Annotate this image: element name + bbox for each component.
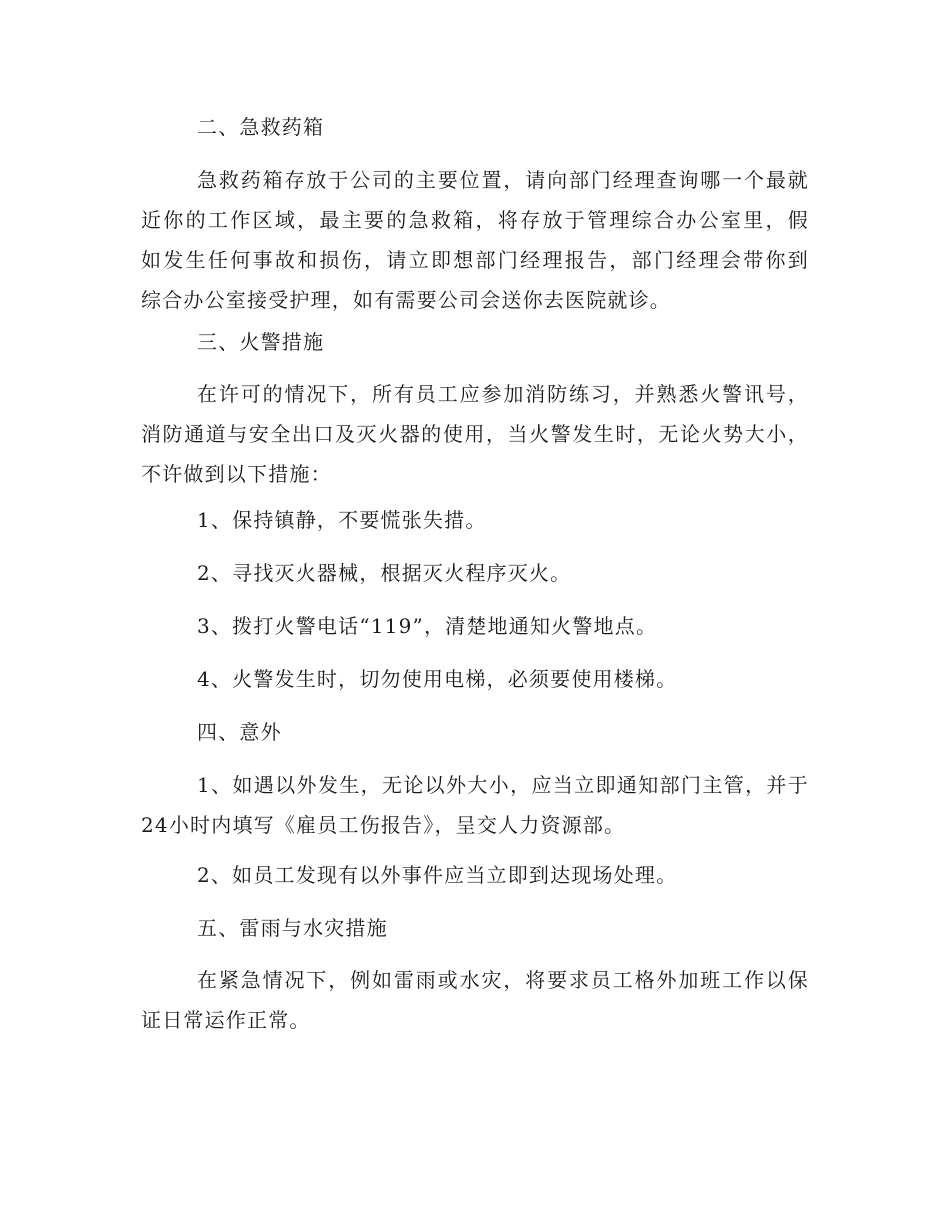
paragraph-line: 1、如遇以外发生，无论以外大小，应当立即通知部门主管，并于 bbox=[197, 773, 809, 797]
paragraph-line: 近你的工作区域，最主要的急救箱，将存放于管理综合办公室里，假 bbox=[141, 208, 809, 232]
list-item-text: 4、火警发生时，切勿使用电梯，必须要使用楼梯。 bbox=[197, 667, 678, 691]
section-heading-accident bbox=[141, 712, 809, 752]
paragraph-storm-flood bbox=[141, 960, 809, 1040]
section-heading-fire bbox=[141, 322, 809, 362]
paragraph-line: 2、如员工发现有以外事件应当立即到达现场处理。 bbox=[197, 863, 678, 887]
list-item-text: 2、寻找灭火器械，根据灭火程序灭火。 bbox=[197, 561, 572, 585]
paragraph-line: 在许可的情况下，所有员工应参加消防练习，并熟悉火警讯号， bbox=[197, 382, 809, 406]
paragraph-accident-2 bbox=[141, 855, 809, 895]
heading-text: 二、急救药箱 bbox=[197, 115, 325, 139]
heading-text: 四、意外 bbox=[197, 720, 282, 744]
paragraph-fire bbox=[141, 374, 809, 494]
section-heading-first-aid bbox=[141, 107, 809, 147]
paragraph-line: 在紧急情况下，例如雷雨或水灾，将要求员工格外加班工作以保 bbox=[197, 968, 809, 992]
paragraph-line: 消防通道与安全出口及灭火器的使用，当火警发生时，无论火势大小， bbox=[141, 422, 809, 446]
list-item bbox=[141, 500, 809, 540]
paragraph-line: 如发生任何事故和损伤，请立即想部门经理报告，部门经理会带你到 bbox=[141, 248, 809, 272]
paragraph-line: 24小时内填写《雇员工伤报告》，呈交人力资源部。 bbox=[141, 813, 626, 837]
paragraph-line: 综合办公室接受护理，如有需要公司会送你去医院就诊。 bbox=[141, 288, 671, 312]
paragraph-line: 证日常运作正常。 bbox=[141, 1008, 311, 1032]
heading-text: 五、雷雨与水灾措施 bbox=[197, 916, 388, 940]
list-item bbox=[141, 606, 809, 646]
heading-text: 三、火警措施 bbox=[197, 330, 325, 354]
section-heading-storm-flood bbox=[141, 908, 809, 948]
list-item bbox=[141, 659, 809, 699]
paragraph-first-aid bbox=[141, 160, 809, 320]
list-item-text: 1、保持镇静，不要慌张失措。 bbox=[197, 508, 487, 532]
list-item bbox=[141, 553, 809, 593]
paragraph-line: 急救药箱存放于公司的主要位置，请向部门经理查询哪一个最就 bbox=[197, 168, 809, 192]
list-item-text: 3、拨打火警电话“119”，清楚地通知火警地点。 bbox=[197, 614, 658, 638]
paragraph-line: 不许做到以下措施： bbox=[141, 462, 332, 486]
paragraph-accident-1 bbox=[141, 765, 809, 845]
